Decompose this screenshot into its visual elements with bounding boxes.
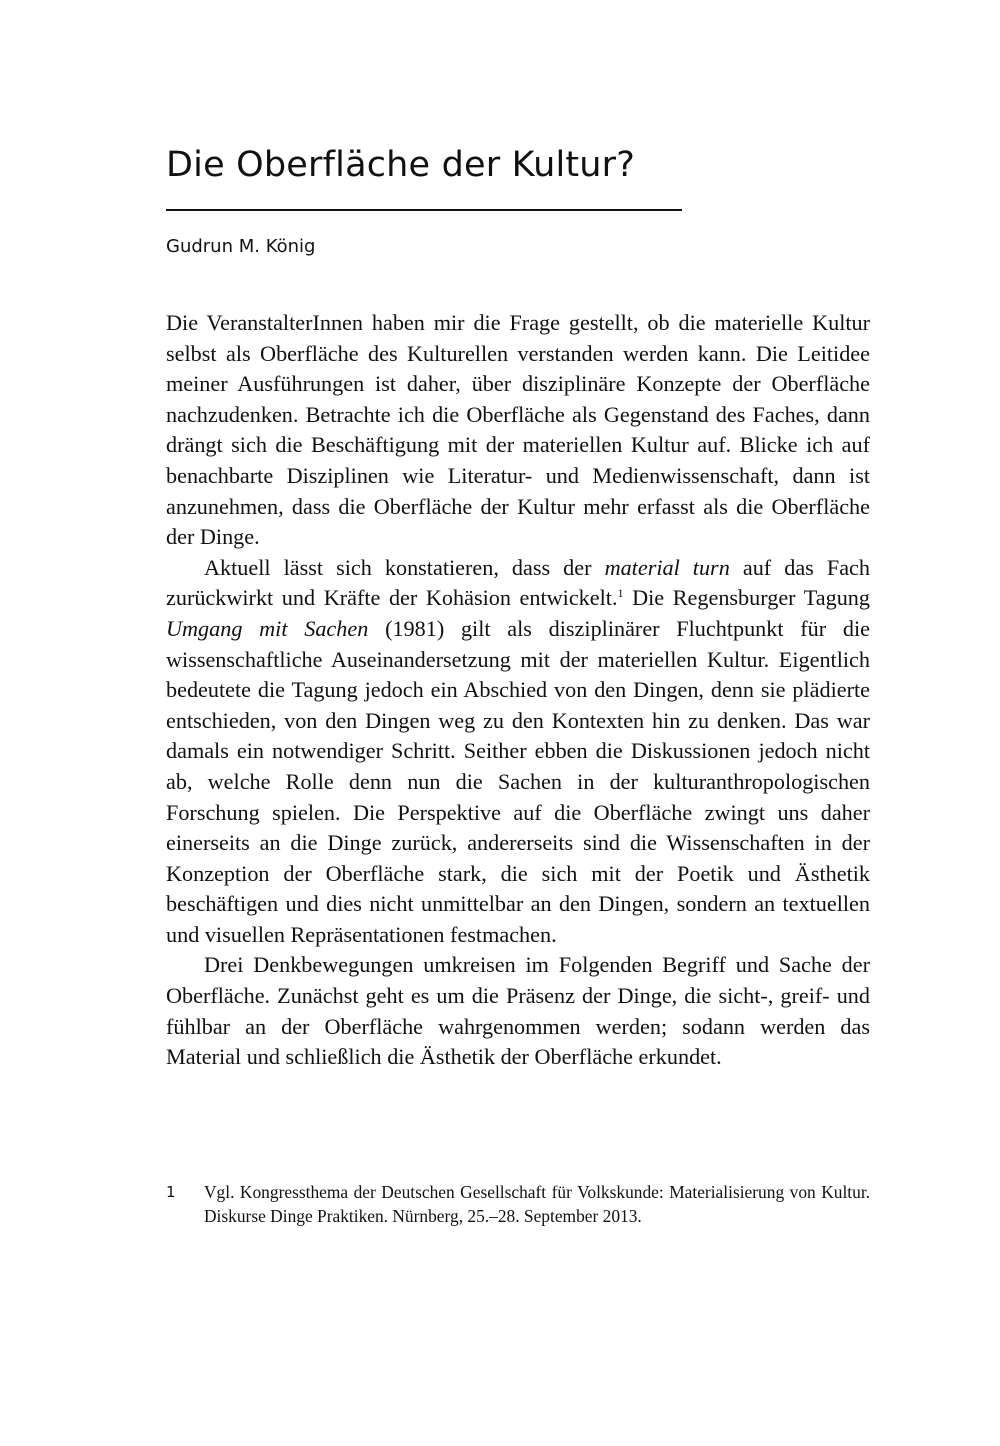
footnote-number: 1 [166, 1183, 176, 1201]
footnote-1 [166, 1180, 870, 1228]
title-umgang-mit-sachen: Umgang mit Sachen [166, 615, 369, 641]
paragraph-2-part-2: auf das Fach zurückwirkt und Kräfte der Kohäsion entwickelt. [166, 554, 870, 611]
paragraph-2-part-4: (1981) gilt als disziplinärer Fluchtpunkt für die wissenschaftliche Auseinandersetzung mit der materiellen Kultur. Eigentlich bedeutete die Tagung jedoch ein Abschied von den Dingen, denn sie plädierte entschieden, von den Dingen weg zu den Kontexten hin zu denken. Das war damals ein notwendiger Schritt. Seither ebben die Diskussionen jedoch nicht ab, welche Rolle denn nun die Sachen in der kulturanthropologischen Forschung spielen. Die Perspektive auf die Oberfläche zwingt uns daher einerseits an die Dinge zurück, andererseits sind die Wissenschaften in der Konzeption der Oberfläche stark, die sich mit der Poetik und Ästhetik beschäftigen und dies nicht unmittelbar an den Dingen, sondern an textuellen und visuellen Repräsentationen festmachen. [166, 615, 870, 947]
title-divider [166, 209, 682, 211]
paragraph-2 [166, 553, 870, 951]
article-body [166, 308, 870, 1073]
article-author: Gudrun M. König [166, 236, 316, 257]
paragraph-2-part-1: Aktuell lässt sich konstatieren, dass der [204, 554, 605, 580]
article-title: Die Oberfläche der Kultur? [166, 145, 636, 185]
term-material-turn: material turn [604, 554, 730, 580]
paragraph-1: Die VeranstalterInnen haben mir die Frage gestellt, ob die materielle Kultur selbst als Oberfläche des Kulturellen verstanden werden kann. Die Leitidee meiner Ausführungen ist daher, über disziplinäre Konzepte der Oberfläche nachzudenken. Betrachte ich die Oberfläche als Gegenstand des Faches, dann drängt sich die Beschäftigung mit der materiellen Kultur auf. Blicke ich auf benachbarte Disziplinen wie Literatur- und Medienwissenschaft, dann ist anzunehmen, dass die Oberfläche der Kultur mehr erfasst als die Oberfläche der Dinge. [166, 310, 870, 550]
footnote-reference-1[interactable]: 1 [617, 586, 624, 601]
paragraph-2-part-3: Die Regensburger Tagung [623, 585, 870, 611]
footnote-text: Vgl. Kongressthema der Deutschen Gesellschaft für Volkskunde: Materialisierung von Kultur. Diskurse Dinge Praktiken. Nürnberg, 25.–28. September 2013. [204, 1182, 870, 1226]
paragraph-3: Drei Denkbewegungen umkreisen im Folgenden Begriff und Sache der Oberfläche. Zunächst geht es um die Präsenz der Dinge, die sicht-, greif- und fühlbar an der Oberfläche wahrgenommen werden; sodann werden das Material und schließlich die Ästhetik der Oberfläche erkundet. [166, 952, 870, 1070]
